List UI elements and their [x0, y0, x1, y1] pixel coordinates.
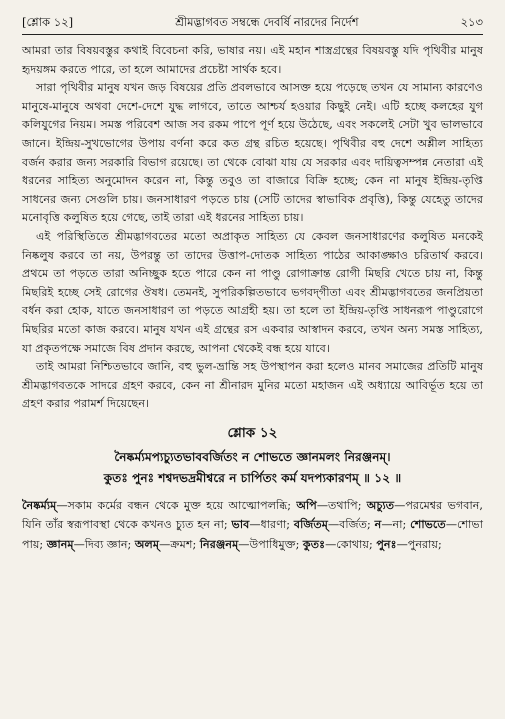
- running-header: [22, 14, 483, 32]
- synonym-meaning: —পরমেশ্বর ভগবান, যিনি তাঁর স্বরূপাবস্থা থেকে কখনও চ্যুত হন না;: [22, 498, 483, 532]
- verse-line-1: নৈষ্কর্ম্যমপ্যচ্যুতভাববর্জিতং ন শোভতে জ্ঞানমলং নিরঞ্জনম্।: [114, 449, 391, 464]
- paragraph-3: এই পরিস্থিতিতে শ্রীমদ্ভাগবতের মতো অপ্রাকৃত সাহিত্য যে কেবল জনসাধারণের কলুষিত মনকেই নিষ্কলুষ করবে তা নয়, উপরন্তু তা তাদের উত্তাপ-দোতক সাহিত্য পাঠের আকাঙ্ক্ষাও চরিতার্থ করবে। প্রথমে তা পড়তে তারা অনিচ্ছুক হতে পারে কেন না পাণ্ডু রোগাক্রান্ত রোগী মিছরি খেতে চায় না, কিন্তু মিছরিই হচ্ছে সেই রোগের ঔষধ। তেমনই, সুপরিকল্পিতভাবে ভগবদ্‌গীতা এবং শ্রীমদ্ভাগবতের জনপ্রিয়তা বর্ধন করা হোক, যাতে জনসাধারণ তা পড়তে আগ্রহী হয়। তা হলে তা ইন্দ্রিয়-তৃপ্তি সাধনরূপ পাণ্ডুরোগে মিছরির মতো কাজ করবে। মানুষ যখন এই গ্রন্থের রস একবার আস্বাদন করবে, তখন অন্য সমস্ত সাহিত্য, যা প্রকৃতপক্ষে সমাজে বিষ প্রদান করছে, আপনা থেকেই বন্ধ হয়ে যাবে।: [22, 229, 483, 355]
- synonym-meaning: —ধারণা;: [249, 518, 294, 532]
- synonym-term: বর্জিতম্: [293, 517, 328, 532]
- synonym-meaning: —না;: [381, 518, 411, 532]
- synonym-term: অপি: [296, 497, 317, 512]
- synonym-meaning: —সকাম কর্মের বন্ধন থেকে মুক্ত হয়ে আত্মোপলব্ধি;: [56, 498, 297, 512]
- synonym-meaning: —উপাধিমুক্ত;: [238, 538, 303, 552]
- synonym-meaning: —বর্জিত;: [327, 518, 375, 532]
- synonym-term: পুনঃ: [376, 537, 397, 552]
- synonym-term: ভাব: [231, 517, 250, 532]
- synonym-term: অচ্যুত: [366, 497, 395, 512]
- paragraph-1: আমরা তার বিষয়বস্তুর কথাই বিবেচনা করি, ভাষার নয়। এই মহান শাস্ত্রগ্রন্থের বিষয়বস্তু যদি পৃথিবীর মানুষ হৃদয়ঙ্গম করতে পারে, তা হলে আমাদের প্রচেষ্টা সার্থক হবে।: [22, 44, 483, 76]
- synonym-term: কুতঃ: [302, 537, 326, 552]
- header-verse-ref: [শ্লোক ১২]: [22, 15, 74, 29]
- header-rule: [22, 34, 483, 35]
- verse-line-2: কুতঃ পুনঃ শশ্বদভদ্রমীশ্বরে ন চার্পিতং কর্ম যদপ্যকারণম্ ॥ ১২ ॥: [103, 470, 402, 485]
- verse-heading: শ্লোক ১২: [227, 424, 278, 441]
- header-chapter-title: শ্রীমদ্ভাগবত সম্বন্ধে দেবর্ষি নারদের নির্দেশ: [175, 15, 359, 29]
- synonym-term: শোভতে: [410, 517, 446, 532]
- sanskrit-verse: [22, 447, 483, 489]
- synonym-term: নিরঞ্জনম্: [199, 537, 239, 552]
- synonym-meaning: —দিব্য জ্ঞান;: [73, 538, 135, 552]
- synonym-meaning: —শোভা পায়;: [22, 518, 483, 552]
- synonym-term: ন: [374, 517, 382, 532]
- synonym-meaning: —পুনরায়;: [396, 538, 442, 552]
- synonym-term: অলম্: [134, 537, 160, 552]
- synonym-term: নৈষ্কর্ম্যম্: [22, 497, 57, 512]
- word-for-word-synonyms: [22, 496, 483, 555]
- synonym-term: জ্ঞানম্: [46, 537, 74, 552]
- synonym-meaning: —কোথায়;: [325, 538, 377, 552]
- paragraph-2: সারা পৃথিবীর মানুষ যখন জড় বিষয়ের প্রতি প্রবলভাবে আসক্ত হয়ে পড়েছে তখন যে সামান্য কারণেও মানুষে-মানুষে অথবা দেশে-দেশে যুদ্ধ লাগবে, তাতে আশ্চর্য হওয়ার কিছুই নেই। এটি হচ্ছে কলহের যুগ কলিযুগের নিয়ম। সমস্ত পরিবেশ আজ সব রকম পাপে পূর্ণ হয়ে উঠেছে, এবং সকলেই সেটা খুব ভালভাবে জানে। ইন্দ্রিয়-সুখভোগের উপায় বর্ণনা করে কত গ্রন্থ রচিত হয়েছে। পৃথিবীর বহু দেশে অশ্লীল সাহিত্য বর্জন করার জন্য সরকারি বিভাগ রয়েছে। তা থেকে বোঝা যায় যে সরকার এবং দায়িত্বসম্পন্ন নেতারা এই ধরনের সাহিত্য অনুমোদন করেন না, কিন্তু তবুও তা বাজারে বিক্রি হচ্ছে; কেন না মানুষ ইন্দ্রিয়-তৃপ্তি সাধনের জন্য সেগুলি চায়। জনসাধারণ পড়তে চায় (সেটি তাদের স্বাভাবিক প্রবৃত্তি), কিন্তু যেহেতু তাদের মনোবৃত্তি কলুষিত হয়ে গেছে, তাই তারা এই ধরনের সাহিত্য চায়।: [22, 81, 483, 225]
- paragraph-4: তাই আমরা নিশ্চিতভাবে জানি, বহু ভুল-ভ্রান্তি সহ উপস্থাপন করা হলেও মানব সমাজের প্রতিটি মানুষ শ্রীমদ্ভাগবতকে সাদরে গ্রহণ করবে, কেন না শ্রীনারদ মুনির মতো মহাজন এই অধ্যায়ে আবির্ভূত হয়ে তা গ্রহণ করার পরামর্শ দিয়েছেন।: [22, 360, 483, 411]
- header-page-number: ২১৩: [460, 15, 483, 29]
- synonym-meaning: —তথাপি;: [316, 498, 367, 512]
- synonym-meaning: —ক্রমশ;: [159, 538, 200, 552]
- verse-spacer: [22, 489, 483, 496]
